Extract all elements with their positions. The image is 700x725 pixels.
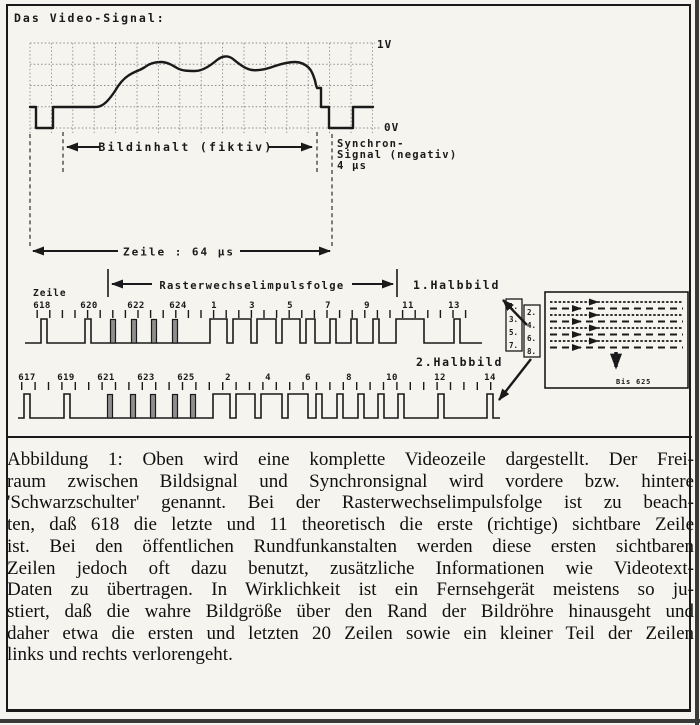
field1-label: 1.Halbbild xyxy=(413,278,501,292)
page-title: Das Video-Signal: xyxy=(14,11,166,25)
row1-number: 620 xyxy=(80,301,98,311)
row2-number: 14 xyxy=(484,373,496,383)
row1-number: 618 xyxy=(33,301,51,311)
odd-line-label: 5. xyxy=(509,328,519,337)
caption-line: raum zwischen Bildsignal und Synchronsignal wird vordere bzw. hintere xyxy=(7,470,694,492)
field2-label: 2.Halbbild xyxy=(416,355,504,369)
scan-edge-bottom xyxy=(0,719,700,723)
row1-number: 624 xyxy=(169,301,187,311)
row1-number: 1 xyxy=(211,301,217,311)
row2-number: 619 xyxy=(57,373,75,383)
raster-label: Rasterwechselimpulsfolge xyxy=(159,280,345,292)
row2-number: 4 xyxy=(265,373,271,383)
row1-number: 9 xyxy=(364,301,370,311)
caption-line: 'Schwarzschulter' genannt. Bei der Rasterwechselimpulsfolge ist zu beach- xyxy=(7,492,694,514)
row1-number: 7 xyxy=(325,301,331,311)
even-line-label: 4. xyxy=(527,321,537,330)
row2-number: 2 xyxy=(225,373,231,383)
even-line-label: 2. xyxy=(527,308,537,317)
row1-number: 3 xyxy=(249,301,255,311)
caption-line: Abbildung 1: Oben wird eine komplette Videozeile dargestellt. Der Frei- xyxy=(7,449,694,470)
row1-number: 5 xyxy=(287,301,293,311)
row2-number: 623 xyxy=(137,373,155,383)
caption-line: daher etwa die ersten und letzten 20 Zeilen sowie ein kleiner Teil der Zeilen xyxy=(7,622,694,644)
row2-number: 625 xyxy=(177,373,195,383)
caption-line: ist. Bei den öffentlichen Rundfunkanstalten werden diese ersten sichtbaren xyxy=(7,535,694,557)
scan-edge-right xyxy=(695,0,699,725)
odd-line-label: 1. xyxy=(509,302,519,311)
row2-number: 10 xyxy=(386,373,398,383)
caption-line: Zeilen jedoch oft dazu benutzt, zusätzliche Informationen wie Videotext- xyxy=(7,557,694,579)
caption-line: ten, daß 618 die letzte und 11 theoretisch die erste (richtige) sichtbare Zeile xyxy=(7,514,694,536)
row1-number: 622 xyxy=(127,301,145,311)
caption-line: Daten zu übertragen. In Wirklichkeit ist ein Fernsehgerät meistens so ju- xyxy=(7,579,694,601)
bildinhalt-label: Bildinhalt (fiktiv) xyxy=(98,140,274,154)
sync-label-line1: Synchron- xyxy=(337,138,405,150)
voltage-label-1v: 1V xyxy=(377,38,393,51)
row1-number: 13 xyxy=(448,301,460,311)
page-border xyxy=(6,4,691,712)
row2-number: 617 xyxy=(18,373,36,383)
odd-line-label: 3. xyxy=(509,315,519,324)
row2-number: 621 xyxy=(97,373,115,383)
even-line-label: 8. xyxy=(527,347,537,356)
row2-number: 8 xyxy=(346,373,352,383)
voltage-label-0v: 0V xyxy=(384,121,400,134)
odd-line-label: 7. xyxy=(509,341,519,350)
row1-number: 11 xyxy=(402,301,414,311)
even-line-label: 6. xyxy=(527,334,537,343)
row2-number: 12 xyxy=(434,373,446,383)
sync-label-line2: Signal (negativ) xyxy=(337,149,458,161)
bis-625-label: Bis 625 xyxy=(616,378,652,386)
zeile-duration-label: Zeile : 64 µs xyxy=(122,245,236,259)
sync-label-line3: 4 µs xyxy=(337,160,368,172)
row2-number: 6 xyxy=(305,373,311,383)
caption-line: stiert, daß die wahre Bildgröße über den Rand der Bildröhre hinausgeht und xyxy=(7,600,694,622)
zeile-header: Zeile xyxy=(33,288,67,299)
caption-line: links und rechts verlorengeht. xyxy=(7,644,233,666)
